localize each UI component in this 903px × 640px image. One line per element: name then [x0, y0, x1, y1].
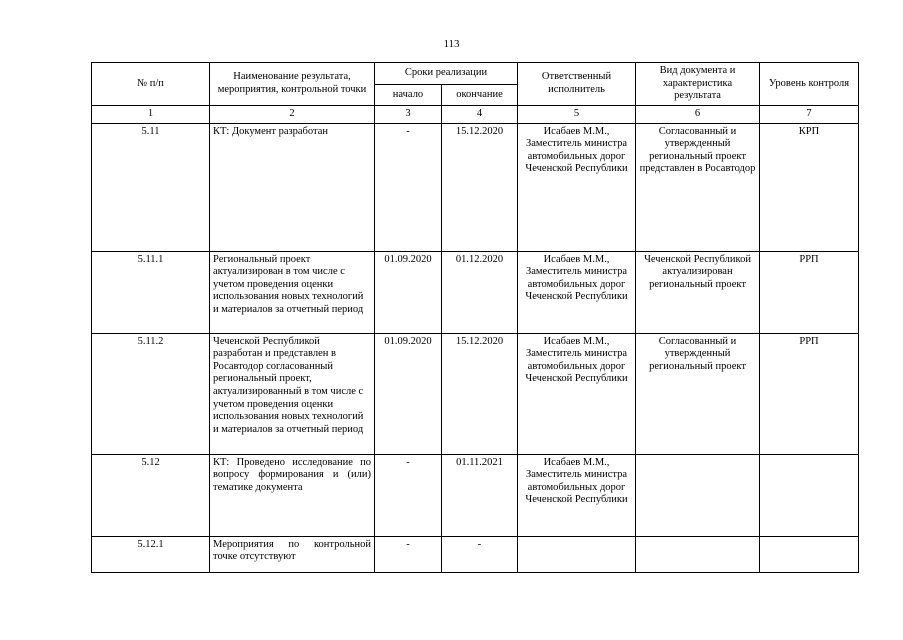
row-doc: Согласованный и утвержденный региональный проект представлен в Росавтодор — [636, 123, 760, 251]
row-control: РРП — [760, 251, 859, 333]
column-number: 7 — [760, 106, 859, 124]
row-end: 15.12.2020 — [442, 333, 518, 454]
row-control — [760, 536, 859, 572]
row-start: - — [375, 454, 442, 536]
row-num: 5.11.2 — [92, 333, 210, 454]
column-number: 5 — [518, 106, 636, 124]
implementation-plan-table — [91, 62, 859, 573]
header-end: окончание — [442, 85, 518, 106]
column-number: 2 — [210, 106, 375, 124]
header-num: № п/п — [92, 63, 210, 106]
column-number: 4 — [442, 106, 518, 124]
header-start: начало — [375, 85, 442, 106]
row-start: 01.09.2020 — [375, 333, 442, 454]
row-doc — [636, 454, 760, 536]
table-row — [92, 251, 859, 333]
row-name: Чеченской Республикой разработан и представлен в Росавтодор согласованный региональный проект, актуализированный в том числе с учетом проведения оценки использования новых технологий и материалов за отчетный период — [210, 333, 375, 454]
column-number-row — [92, 106, 859, 124]
row-name: Мероприятия по контрольной точке отсутствуют — [210, 536, 375, 572]
row-doc: Согласованный и утвержденный региональный проект — [636, 333, 760, 454]
row-num: 5.11.1 — [92, 251, 210, 333]
row-start: - — [375, 123, 442, 251]
row-control: РРП — [760, 333, 859, 454]
column-number: 3 — [375, 106, 442, 124]
row-end: - — [442, 536, 518, 572]
row-name: КТ: Документ разработан — [210, 123, 375, 251]
page-number: 113 — [443, 38, 460, 50]
row-start: - — [375, 536, 442, 572]
table-row — [92, 454, 859, 536]
table-row — [92, 123, 859, 251]
row-responsible: Исабаев М.М., Заместитель министра автомобильных дорог Чеченской Республики — [518, 123, 636, 251]
header-name: Наименование результата, мероприятия, контрольной точки — [210, 63, 375, 106]
row-responsible: Исабаев М.М., Заместитель министра автомобильных дорог Чеченской Республики — [518, 333, 636, 454]
table-row — [92, 333, 859, 454]
row-end: 01.11.2021 — [442, 454, 518, 536]
row-doc: Чеченской Республикой актуализирован региональный проект — [636, 251, 760, 333]
row-control — [760, 454, 859, 536]
row-end: 01.12.2020 — [442, 251, 518, 333]
header-terms: Сроки реализации — [375, 63, 518, 85]
column-number: 1 — [92, 106, 210, 124]
row-responsible: Исабаев М.М., Заместитель министра автомобильных дорог Чеченской Республики — [518, 454, 636, 536]
row-num: 5.12.1 — [92, 536, 210, 572]
row-responsible: Исабаев М.М., Заместитель министра автомобильных дорог Чеченской Республики — [518, 251, 636, 333]
row-num: 5.12 — [92, 454, 210, 536]
header-control-level: Уровень контроля — [760, 63, 859, 106]
header-doc-type: Вид документа и характеристика результата — [636, 63, 760, 106]
header-responsible: Ответственный исполнитель — [518, 63, 636, 106]
row-responsible — [518, 536, 636, 572]
row-name: КТ: Проведено исследование по вопросу формирования и (или) тематике документа — [210, 454, 375, 536]
row-num: 5.11 — [92, 123, 210, 251]
column-number: 6 — [636, 106, 760, 124]
row-doc — [636, 536, 760, 572]
row-name: Региональный проект актуализирован в том числе с учетом проведения оценки использования новых технологий и материалов за отчетный период — [210, 251, 375, 333]
table-row — [92, 536, 859, 572]
row-control: КРП — [760, 123, 859, 251]
row-start: 01.09.2020 — [375, 251, 442, 333]
row-end: 15.12.2020 — [442, 123, 518, 251]
